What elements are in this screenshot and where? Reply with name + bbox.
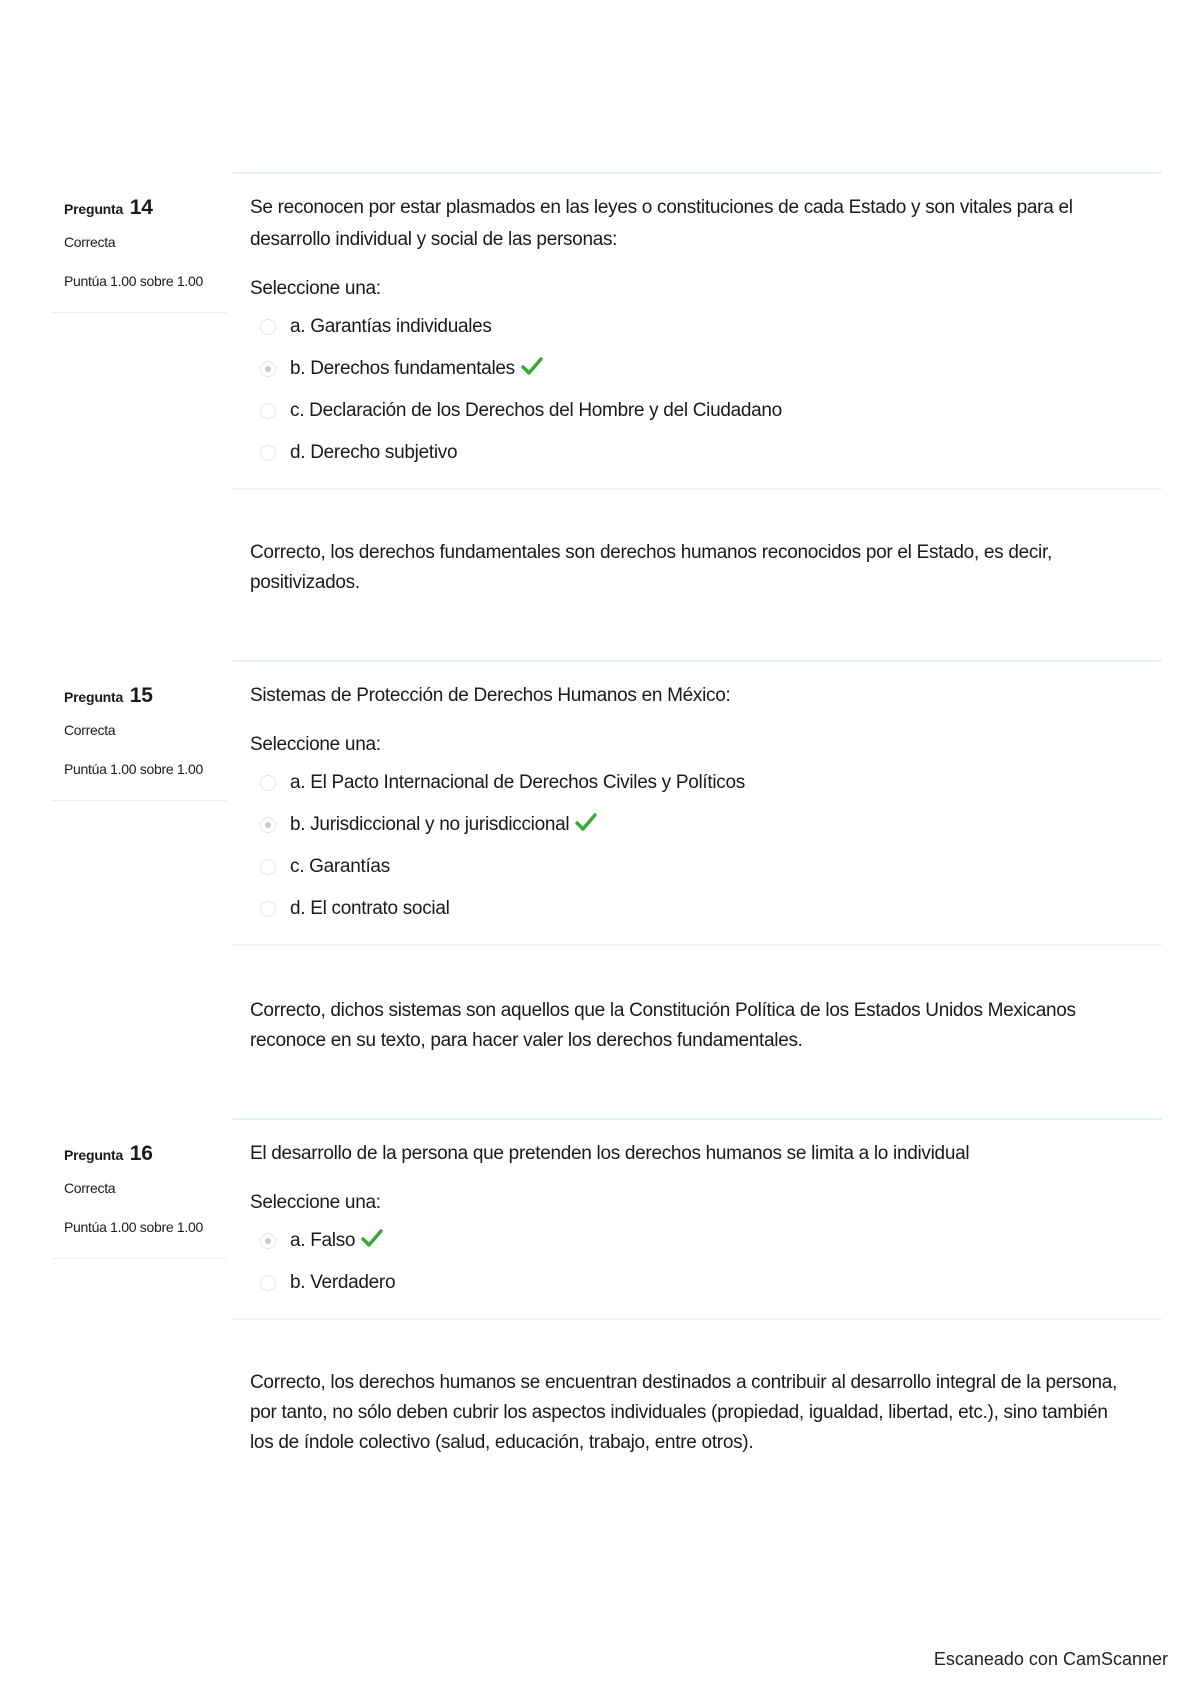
radio-button-selected[interactable] (260, 1233, 276, 1249)
answer-option[interactable] (250, 762, 1142, 804)
question-state: Correcta (64, 1180, 116, 1196)
question-label: Pregunta (64, 201, 124, 217)
question-number (64, 196, 227, 220)
option-label: a. Falso (290, 1230, 356, 1251)
answer-options (250, 762, 1142, 930)
option-label: b. Jurisdiccional y no jurisdiccional (290, 814, 570, 835)
question-content (232, 172, 1162, 490)
answer-option-selected[interactable] (250, 804, 1142, 846)
answer-option[interactable] (250, 390, 1142, 432)
answer-prompt: Seleccione una: (250, 1192, 381, 1213)
check-icon (361, 1228, 383, 1254)
option-label: b. Derechos fundamentales (290, 358, 515, 379)
check-icon (575, 812, 597, 838)
scanner-watermark: Escaneado con CamScanner (933, 1649, 1168, 1669)
answer-options (250, 1220, 1142, 1304)
question-number-value: 15 (129, 684, 153, 707)
question-grade: Puntúa 1.00 sobre 1.00 (64, 761, 203, 777)
answer-option[interactable] (250, 1262, 1142, 1304)
feedback-text: Correcto, los derechos humanos se encuentran destinados a contribuir al desarrollo integral de la persona, por tanto, no sólo deben cubrir los aspectos individuales (propiedad, igualdad, libertad, etc.), sino también los de índole colectivo (salud, educación, trabajo, entre otros). (250, 1372, 1117, 1453)
radio-button[interactable] (260, 1275, 276, 1291)
radio-button[interactable] (260, 445, 276, 461)
answer-prompt: Seleccione una: (250, 734, 381, 755)
answer-prompt: Seleccione una: (250, 278, 381, 299)
check-icon (521, 356, 543, 382)
question-number-value: 16 (129, 1142, 153, 1165)
radio-button[interactable] (260, 775, 276, 791)
question-grade: Puntúa 1.00 sobre 1.00 (64, 273, 203, 289)
answer-option[interactable] (250, 846, 1142, 888)
radio-button-selected[interactable] (260, 817, 276, 833)
question-label: Pregunta (64, 689, 124, 705)
answer-option[interactable] (250, 306, 1142, 348)
question-state: Correcta (64, 234, 116, 250)
question-text: El desarrollo de la persona que pretenden los derechos humanos se limita a lo individual (250, 1143, 970, 1164)
feedback-text: Correcto, dichos sistemas son aquellos que la Constitución Política de los Estados Unidos Mexicanos reconoce en su texto, para hacer valer los derechos fundamentales. (250, 1000, 1076, 1051)
question-number (64, 684, 227, 708)
option-label: a. Garantías individuales (290, 316, 492, 337)
question-info (52, 182, 227, 313)
answer-option[interactable] (250, 888, 1142, 930)
radio-button[interactable] (260, 319, 276, 335)
option-label: b. Verdadero (290, 1272, 396, 1293)
feedback-text: Correcto, los derechos fundamentales son derechos humanos reconocidos por el Estado, es decir, positivizados. (250, 542, 1052, 593)
radio-button[interactable] (260, 901, 276, 917)
option-label: d. El contrato social (290, 898, 450, 919)
radio-button-selected[interactable] (260, 361, 276, 377)
question-number-value: 14 (129, 196, 153, 219)
question-grade: Puntúa 1.00 sobre 1.00 (64, 1219, 203, 1235)
option-label: a. El Pacto Internacional de Derechos Civiles y Políticos (290, 772, 745, 793)
option-label: c. Declaración de los Derechos del Hombre y del Ciudadano (290, 400, 782, 421)
question-label: Pregunta (64, 1147, 124, 1163)
question-content (232, 660, 1162, 946)
answer-option-selected[interactable] (250, 348, 1142, 390)
answer-option[interactable] (250, 432, 1142, 474)
option-label: d. Derecho subjetivo (290, 442, 458, 463)
radio-button[interactable] (260, 403, 276, 419)
answer-option-selected[interactable] (250, 1220, 1142, 1262)
question-text: Sistemas de Protección de Derechos Humanos en México: (250, 685, 731, 706)
question-content (232, 1118, 1162, 1320)
question-text: Se reconocen por estar plasmados en las leyes o constituciones de cada Estado y son vitales para el desarrollo individual y social de las personas: (250, 197, 1073, 250)
question-number (64, 1142, 227, 1166)
radio-button[interactable] (260, 859, 276, 875)
question-state: Correcta (64, 722, 116, 738)
answer-options (250, 306, 1142, 474)
question-info (52, 670, 227, 801)
option-label: c. Garantías (290, 856, 390, 877)
question-info (52, 1128, 227, 1259)
